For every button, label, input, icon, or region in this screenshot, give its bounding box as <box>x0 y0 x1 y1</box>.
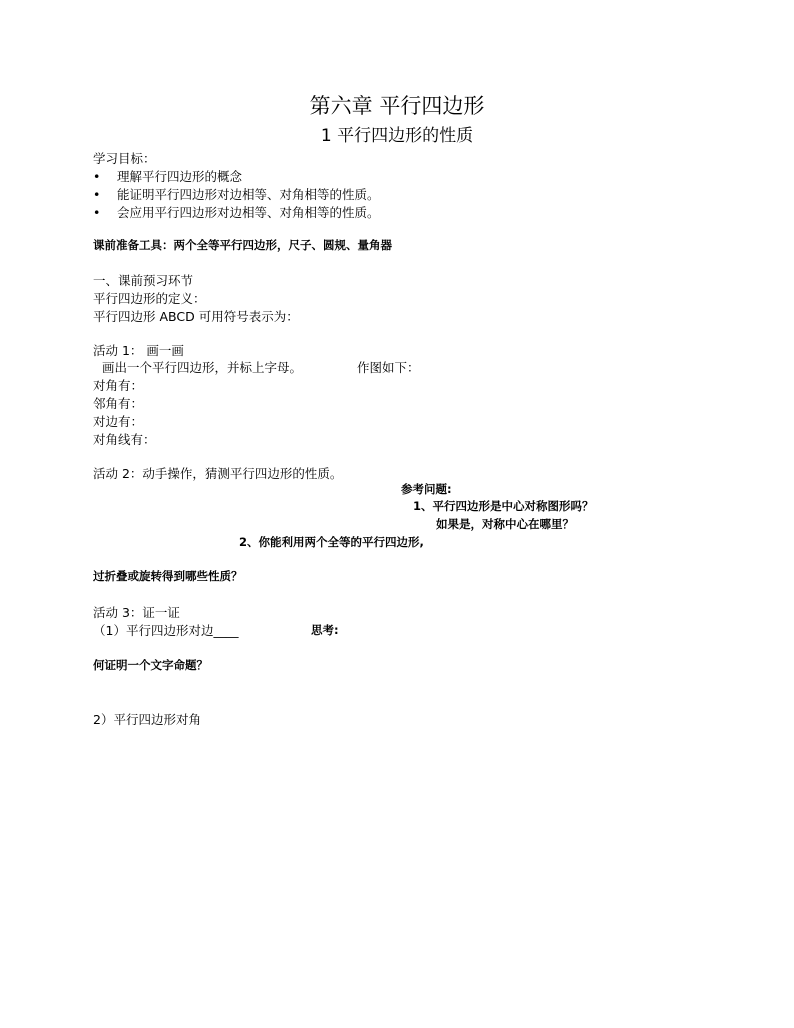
question-2: 2、你能利用两个全等的平行四边形, <box>239 535 424 549</box>
activity1-instruction: 画出一个平行四边形，并标上字母。 <box>102 360 303 375</box>
question-2-continued: 过折叠或旋转得到哪些性质？ <box>93 569 243 583</box>
proof-1-line: （1）平行四边形对边____ <box>93 623 239 638</box>
prep-tools: 课前准备工具：两个全等平行四边形，尺子、圆规、量角器 <box>93 238 392 252</box>
think-label: 思考: <box>311 623 339 637</box>
chapter-title: 第六章 平行四边形 <box>309 94 485 118</box>
diagonals-line: 对角线有： <box>93 432 156 447</box>
bullet-mark: • <box>93 187 101 202</box>
preview-section-heading: 一、课前预习环节 <box>93 273 194 288</box>
objective-item <box>93 205 380 220</box>
activity3-title: 活动 3：证一证 <box>93 605 180 620</box>
objectives-label: 学习目标： <box>93 151 156 166</box>
proof-2-line: 2）平行四边形对角 <box>93 712 201 727</box>
section-title: 1 平行四边形的性质 <box>320 126 474 146</box>
bullet-mark: • <box>93 169 101 184</box>
opposite-sides-line: 对边有： <box>93 414 144 429</box>
proof-question: 何证明一个文字命题？ <box>93 658 208 672</box>
symbol-line: 平行四边形 ABCD 可用符号表示为： <box>93 309 299 324</box>
reference-label: 参考问题: <box>401 482 452 496</box>
activity1-title: 活动 1： 画一画 <box>93 343 184 358</box>
bullet-mark: • <box>93 205 101 220</box>
objective-text: 会应用平行四边形对边相等、对角相等的性质。 <box>117 205 380 220</box>
objective-item <box>93 169 242 184</box>
activity2-title: 活动 2：动手操作，猜测平行四边形的性质。 <box>93 466 343 481</box>
objective-text: 理解平行四边形的概念 <box>117 169 243 184</box>
objective-item <box>93 187 380 202</box>
question-1: 1、平行四边形是中心对称图形吗？ <box>413 499 594 513</box>
activity1-drawing-label: 作图如下： <box>357 360 420 375</box>
objective-text: 能证明平行四边形对边相等、对角相等的性质。 <box>117 187 380 202</box>
adjacent-angles-line: 邻角有： <box>93 396 144 411</box>
question-1b: 如果是，对称中心在哪里？ <box>436 517 574 531</box>
opposite-angles-line: 对角有： <box>93 378 144 393</box>
definition-line: 平行四边形的定义： <box>93 291 206 306</box>
